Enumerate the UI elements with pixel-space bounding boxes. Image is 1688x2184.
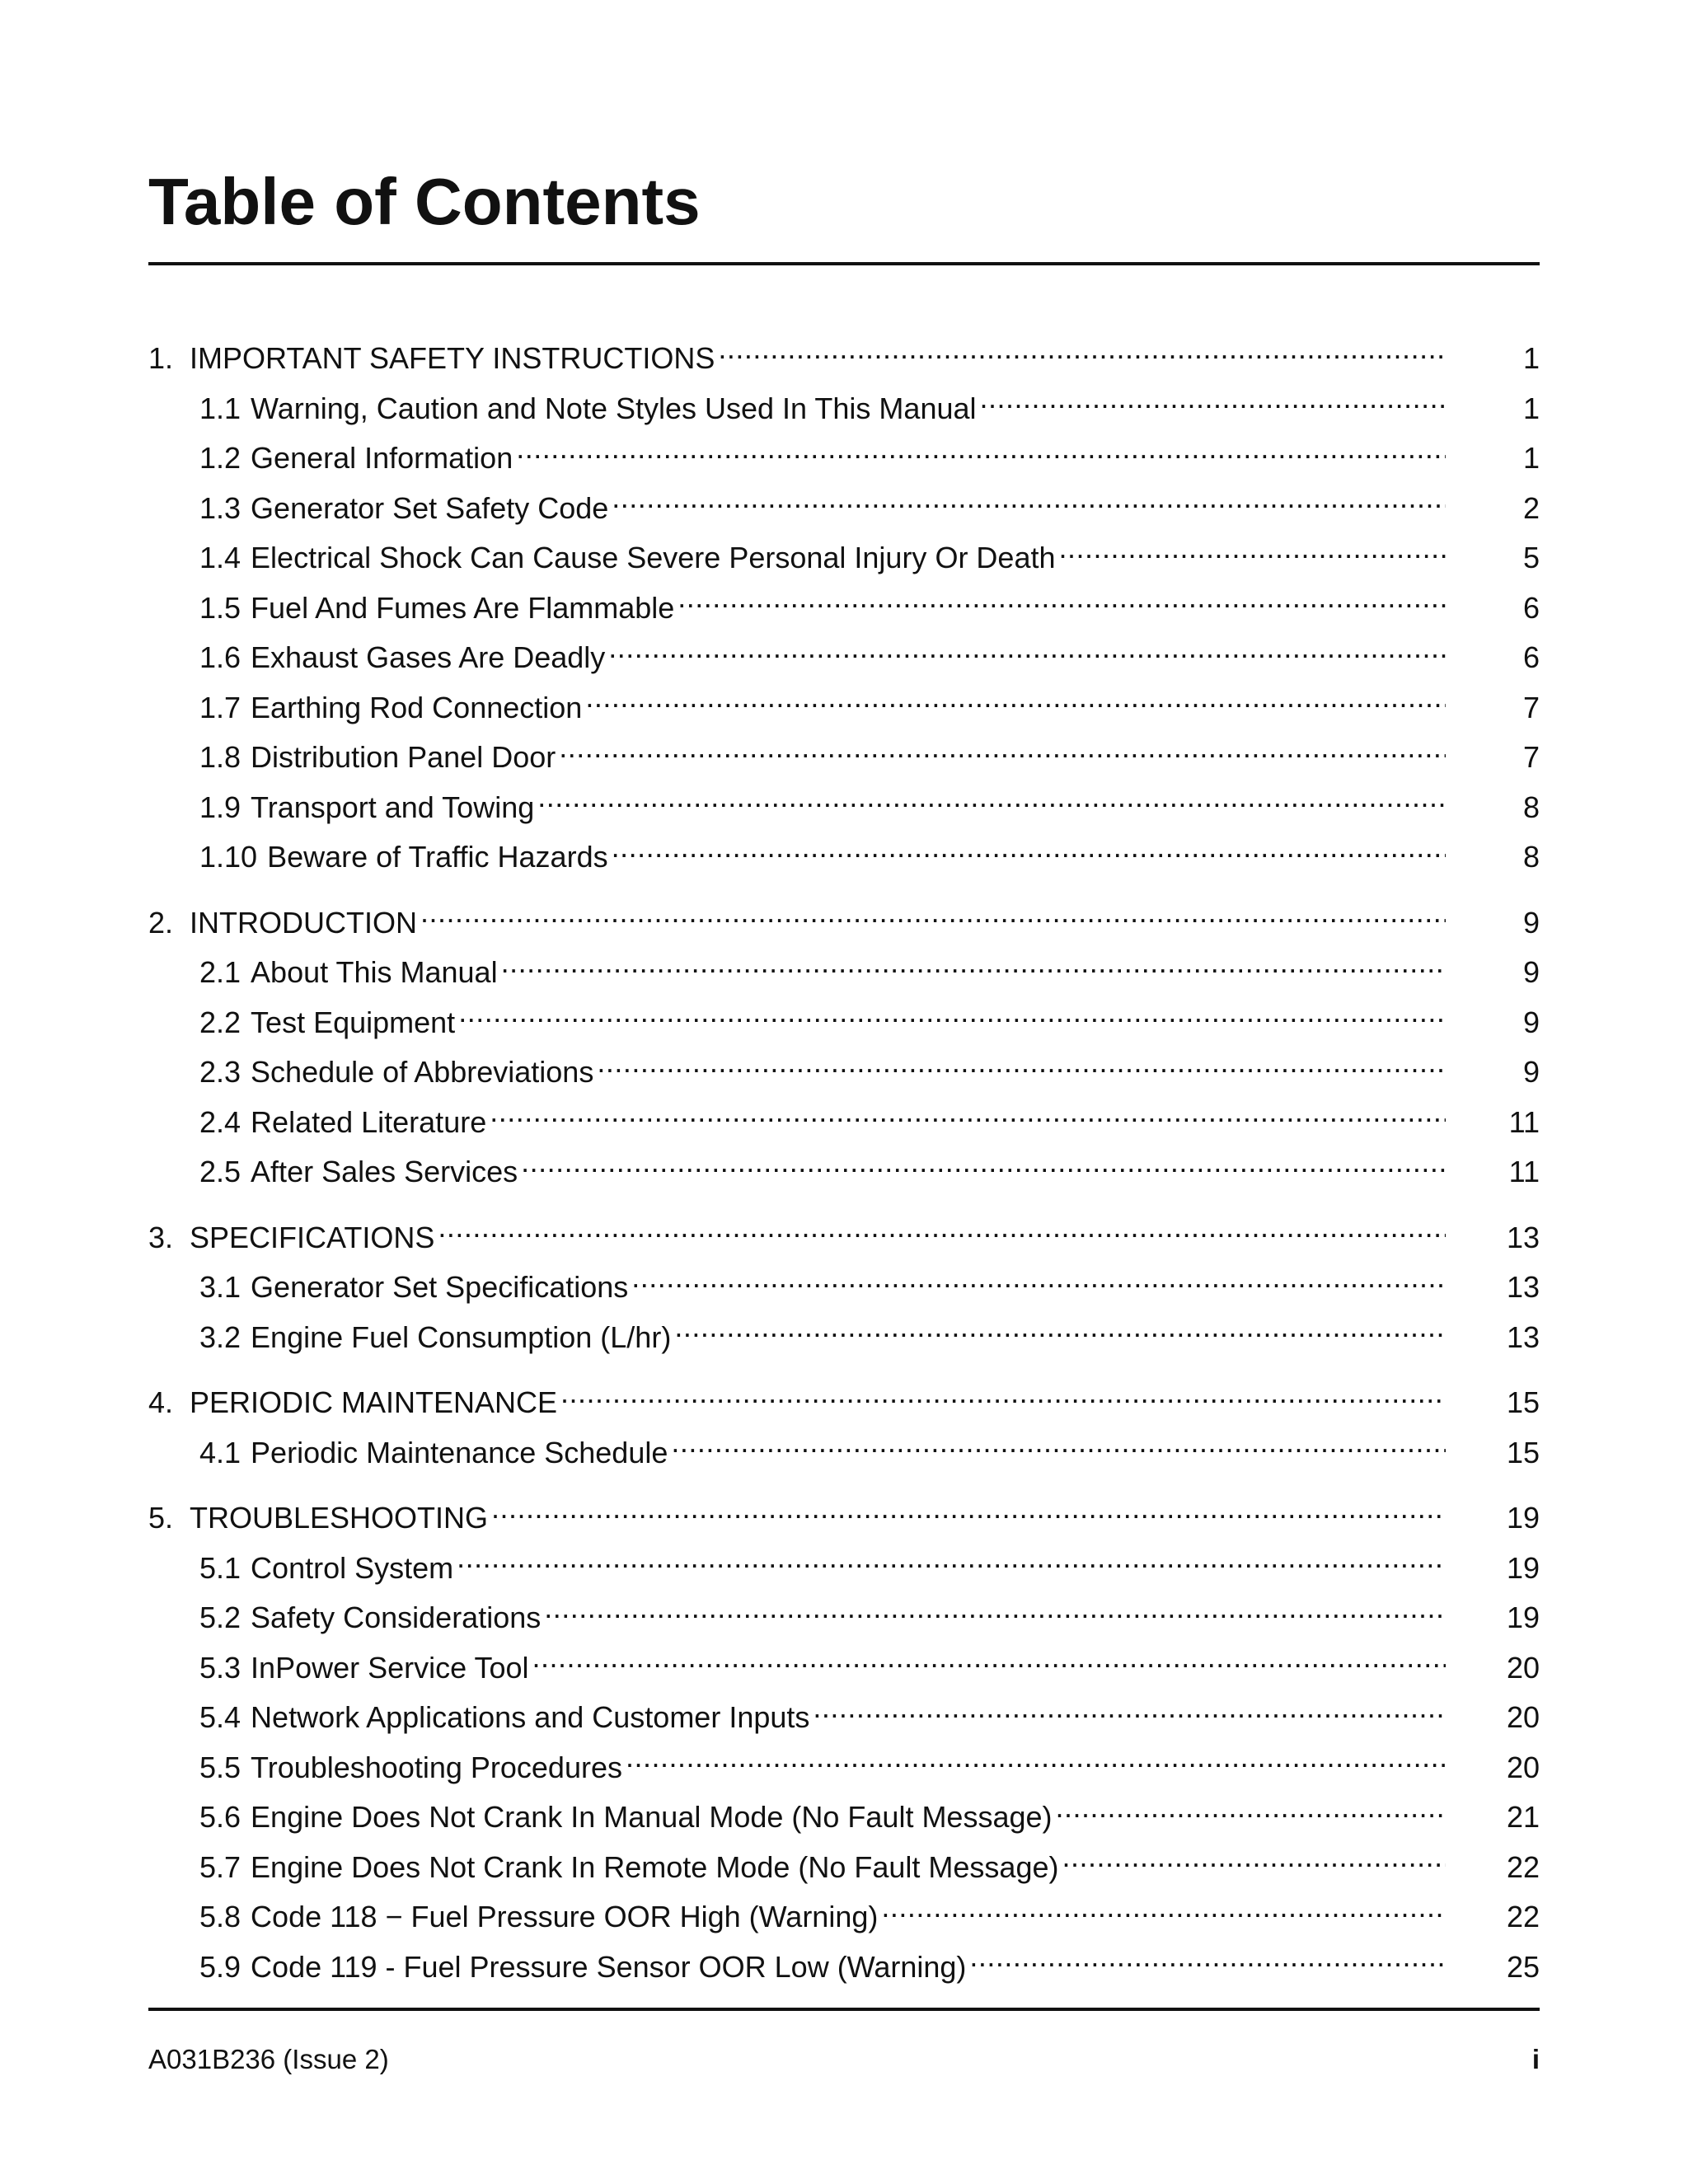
toc-entry-page: 9	[1522, 1005, 1540, 1039]
toc-entry-page: 11	[1508, 1104, 1540, 1139]
toc-section-entry[interactable]	[148, 1213, 1540, 1263]
toc-entry-title: Test Equipment	[251, 1005, 456, 1039]
toc-entry-number: 2.	[148, 905, 174, 940]
toc-entry-title: Generator Set Specifications	[251, 1270, 629, 1304]
toc-entry-title: Control System	[251, 1550, 454, 1585]
toc-subsection-entry[interactable]	[148, 1943, 1540, 1993]
toc-subsection-entry[interactable]	[148, 1428, 1540, 1479]
toc-entry-title: About This Manual	[251, 955, 498, 989]
dot-leader	[980, 389, 1447, 419]
toc-entry-page: 21	[1506, 1800, 1540, 1834]
toc-subsection-entry[interactable]	[148, 384, 1540, 434]
toc-entry-title: TROUBLESHOOTING	[190, 1501, 489, 1535]
toc-subsection-entry[interactable]	[148, 948, 1540, 998]
dot-leader	[420, 903, 1446, 933]
toc-subsection-entry[interactable]	[148, 1892, 1540, 1943]
toc-entry-number: 2.2	[199, 1005, 241, 1039]
toc-entry-page: 22	[1506, 1849, 1540, 1884]
toc-subsection-entry[interactable]	[148, 484, 1540, 534]
toc-entry-title: INTRODUCTION	[190, 905, 417, 940]
toc-entry-number: 1.	[148, 341, 174, 375]
toc-entry-number: 5.4	[199, 1700, 241, 1734]
toc-entry-number: 2.3	[199, 1055, 241, 1089]
toc-entry-title: Engine Fuel Consumption (L/hr)	[251, 1319, 672, 1354]
toc-section-entry[interactable]	[148, 1378, 1540, 1428]
toc-subsection-entry[interactable]	[148, 783, 1540, 833]
toc-entry-title: Earthing Rod Connection	[251, 690, 583, 724]
toc-entry-title: Warning, Caution and Note Styles Used In This Manual	[251, 391, 977, 425]
toc-entry-title: Troubleshooting Procedures	[251, 1750, 622, 1784]
dot-leader	[608, 638, 1446, 668]
toc-entry-number: 3.1	[199, 1270, 241, 1304]
toc-entry-page: 19	[1506, 1601, 1540, 1634]
toc-entry-number: 2.5	[199, 1155, 241, 1188]
toc-section-entry[interactable]	[148, 1493, 1540, 1544]
toc-entry-number: 5.8	[199, 1900, 241, 1933]
toc-entry-title: Beware of Traffic Hazards	[267, 840, 608, 874]
toc-entry-title: InPower Service Tool	[251, 1650, 529, 1685]
dot-leader	[612, 837, 1446, 867]
dot-leader	[559, 738, 1446, 767]
table-of-contents	[148, 334, 1540, 1992]
toc-subsection-entry[interactable]	[148, 1693, 1540, 1743]
footer-divider	[148, 2008, 1540, 2011]
toc-subsection-entry[interactable]	[148, 1793, 1540, 1843]
toc-entry-title: Engine Does Not Crank In Manual Mode (No Fault Message)	[251, 1800, 1053, 1834]
dot-leader	[560, 1383, 1446, 1413]
toc-entry-page: 20	[1506, 1750, 1540, 1784]
toc-entry-number: 3.	[148, 1220, 174, 1254]
dot-leader	[718, 339, 1446, 368]
toc-entry-title: Fuel And Fumes Are Flammable	[251, 590, 675, 625]
toc-subsection-entry[interactable]	[148, 733, 1540, 783]
toc-entry-number: 1.10	[199, 840, 258, 874]
toc-subsection-entry[interactable]	[148, 1147, 1540, 1197]
dot-leader	[585, 688, 1446, 718]
document-id: A031B236 (Issue 2)	[148, 2044, 389, 2074]
toc-entry-number: 1.5	[199, 590, 241, 625]
dot-leader	[438, 1218, 1446, 1248]
toc-entry-title: IMPORTANT SAFETY INSTRUCTIONS	[190, 341, 715, 375]
toc-entry-title: SPECIFICATIONS	[190, 1220, 435, 1254]
toc-subsection-entry[interactable]	[148, 533, 1540, 583]
toc-entry-page: 9	[1522, 905, 1540, 940]
toc-subsection-entry[interactable]	[148, 1843, 1540, 1893]
toc-subsection-entry[interactable]	[148, 832, 1540, 883]
toc-entry-number: 5.9	[199, 1949, 241, 1984]
toc-entry-number: 5.1	[199, 1550, 241, 1585]
toc-entry-page: 7	[1522, 690, 1540, 724]
toc-entry-number: 1.8	[199, 740, 241, 774]
toc-entry-page: 22	[1506, 1900, 1540, 1933]
toc-entry-page: 8	[1522, 790, 1540, 824]
dot-leader	[521, 1152, 1446, 1182]
dot-leader	[881, 1897, 1446, 1927]
dot-leader	[671, 1433, 1446, 1463]
toc-entry-page: 9	[1522, 1055, 1540, 1089]
toc-subsection-entry[interactable]	[148, 998, 1540, 1048]
toc-entry-title: Code 118 − Fuel Pressure OOR High (Warning)	[251, 1900, 879, 1933]
toc-entry-number: 2.4	[199, 1104, 241, 1139]
toc-entry-title: Electrical Shock Can Cause Severe Personal Injury Or Death	[251, 541, 1056, 574]
toc-entry-number: 5.2	[199, 1601, 241, 1634]
dot-leader	[969, 1947, 1446, 1977]
toc-entry-number: 1.9	[199, 790, 241, 824]
toc-subsection-entry[interactable]	[148, 683, 1540, 733]
toc-entry-title: PERIODIC MAINTENANCE	[190, 1385, 558, 1419]
toc-entry-page: 1	[1522, 341, 1540, 375]
dot-leader	[516, 438, 1446, 468]
toc-entry-number: 4.1	[199, 1435, 241, 1469]
dot-leader	[612, 489, 1446, 518]
toc-entry-page: 6	[1522, 590, 1540, 625]
dot-leader	[532, 1648, 1446, 1678]
dot-leader	[678, 588, 1446, 618]
toc-entry-title: General Information	[251, 441, 513, 475]
toc-subsection-entry[interactable]	[148, 1047, 1540, 1098]
dot-leader	[457, 1549, 1446, 1578]
toc-subsection-entry[interactable]	[148, 1593, 1540, 1643]
toc-entry-page: 6	[1522, 640, 1540, 674]
toc-entry-page: 13	[1506, 1270, 1540, 1304]
toc-entry-page: 5	[1522, 541, 1540, 574]
toc-entry-number: 3.2	[199, 1319, 241, 1354]
toc-entry-number: 5.7	[199, 1849, 241, 1884]
toc-subsection-entry[interactable]	[148, 1313, 1540, 1363]
toc-entry-number: 5.6	[199, 1800, 241, 1834]
dot-leader	[674, 1318, 1446, 1347]
toc-entry-title: Generator Set Safety Code	[251, 490, 609, 525]
toc-entry-page: 20	[1506, 1700, 1540, 1734]
toc-entry-number: 5.3	[199, 1650, 241, 1685]
toc-entry-page: 19	[1506, 1550, 1540, 1585]
toc-entry-number: 1.7	[199, 690, 241, 724]
dot-leader	[813, 1698, 1446, 1727]
toc-entry-number: 1.1	[199, 391, 241, 425]
page-number: i	[1531, 2044, 1540, 2074]
toc-entry-number: 5.5	[199, 1750, 241, 1784]
toc-entry-title: Engine Does Not Crank In Remote Mode (No Fault Message)	[251, 1849, 1059, 1884]
toc-subsection-entry[interactable]	[148, 583, 1540, 634]
toc-section-entry[interactable]	[148, 334, 1540, 384]
toc-entry-page: 15	[1506, 1385, 1540, 1419]
toc-entry-number: 1.6	[199, 640, 241, 674]
toc-entry-title: Related Literature	[251, 1104, 487, 1139]
toc-entry-title: Code 119 - Fuel Pressure Sensor OOR Low (Warning)	[251, 1949, 967, 1984]
toc-entry-page: 7	[1522, 740, 1540, 774]
title-divider	[148, 262, 1540, 265]
toc-subsection-entry[interactable]	[148, 1544, 1540, 1594]
toc-entry-title: Network Applications and Customer Inputs	[251, 1700, 810, 1734]
dot-leader	[1059, 538, 1447, 568]
dot-leader	[491, 1498, 1446, 1528]
toc-subsection-entry[interactable]	[148, 1743, 1540, 1793]
toc-entry-number: 5.	[148, 1501, 174, 1535]
dot-leader	[1062, 1848, 1446, 1877]
toc-entry-title: Safety Considerations	[251, 1601, 542, 1634]
dot-leader	[631, 1268, 1446, 1297]
toc-entry-page: 1	[1522, 391, 1540, 425]
toc-entry-page: 25	[1506, 1949, 1540, 1984]
dot-leader	[501, 953, 1446, 982]
toc-entry-page: 8	[1522, 840, 1540, 874]
toc-subsection-entry[interactable]	[148, 1263, 1540, 1313]
toc-entry-page: 11	[1508, 1155, 1540, 1188]
toc-entry-title: Exhaust Gases Are Deadly	[251, 640, 606, 674]
toc-entry-title: After Sales Services	[251, 1155, 518, 1188]
toc-entry-page: 15	[1506, 1435, 1540, 1469]
toc-entry-page: 2	[1522, 490, 1540, 525]
dot-leader	[544, 1598, 1446, 1628]
toc-entry-title: Transport and Towing	[251, 790, 535, 824]
toc-entry-number: 1.2	[199, 441, 241, 475]
dot-leader	[597, 1052, 1446, 1082]
toc-entry-page: 1	[1522, 441, 1540, 475]
toc-section-entry[interactable]	[148, 898, 1540, 949]
toc-entry-number: 4.	[148, 1385, 174, 1419]
toc-subsection-entry[interactable]	[148, 434, 1540, 484]
toc-subsection-entry[interactable]	[148, 1643, 1540, 1694]
toc-subsection-entry[interactable]	[148, 633, 1540, 683]
toc-entry-title: Distribution Panel Door	[251, 740, 556, 774]
toc-subsection-entry[interactable]	[148, 1098, 1540, 1148]
toc-entry-page: 13	[1506, 1319, 1540, 1354]
dot-leader	[1056, 1797, 1446, 1827]
toc-entry-page: 9	[1522, 955, 1540, 989]
dot-leader	[537, 788, 1446, 818]
dot-leader	[458, 1003, 1446, 1033]
toc-entry-page: 19	[1506, 1501, 1540, 1535]
toc-entry-number: 1.4	[199, 541, 241, 574]
toc-entry-number: 1.3	[199, 490, 241, 525]
page-title: Table of Contents	[148, 165, 701, 238]
toc-entry-page: 20	[1506, 1650, 1540, 1685]
toc-entry-title: Schedule of Abbreviations	[251, 1055, 594, 1089]
toc-entry-number: 2.1	[199, 955, 241, 989]
dot-leader	[626, 1748, 1446, 1778]
toc-entry-page: 13	[1506, 1220, 1540, 1254]
toc-entry-title: Periodic Maintenance Schedule	[251, 1435, 668, 1469]
dot-leader	[490, 1103, 1446, 1132]
